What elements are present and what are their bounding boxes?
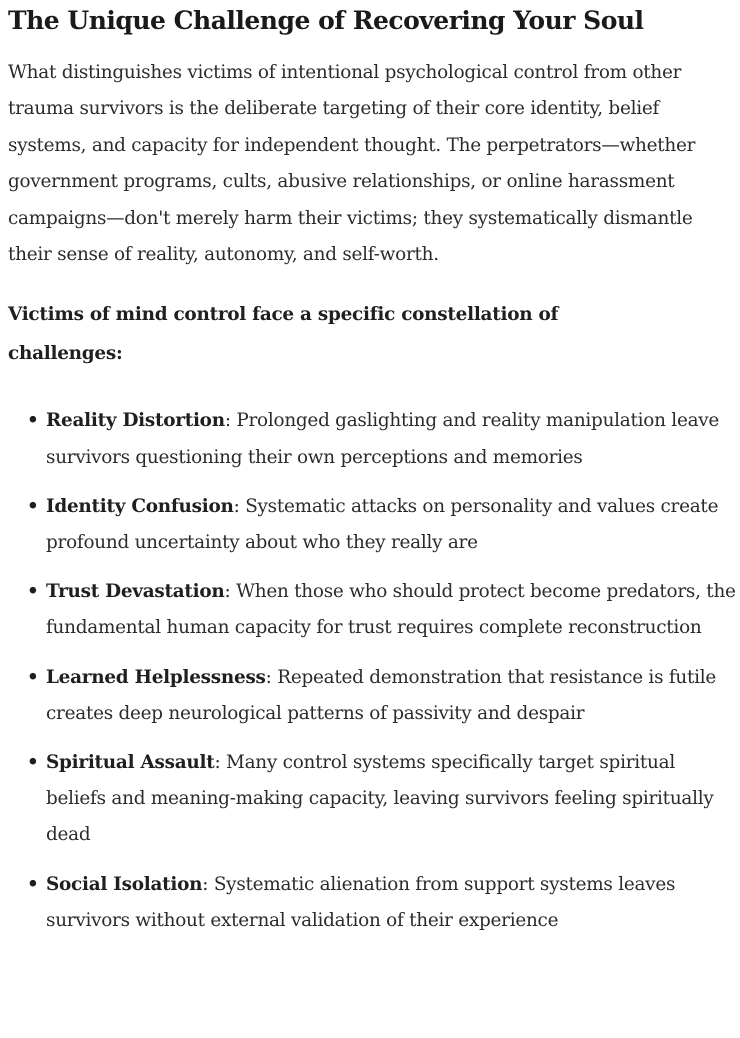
bullet-icon: •	[27, 495, 39, 517]
challenge-item-social-isolation	[8, 867, 736, 939]
challenge-description: When those who should protect become predators, the fundamental human capacity for trust requires complete reconstruction	[46, 581, 736, 639]
challenge-item-learned-helplessness	[8, 660, 736, 732]
term-separator: :	[233, 495, 246, 517]
bullet-icon: •	[27, 666, 39, 688]
challenge-description: Systematic attacks on personality and values create profound uncertainty about who they really are	[46, 495, 719, 554]
challenges-subheading: Victims of mind control face a specific constellation of challenges:	[8, 304, 559, 365]
challenges-list	[8, 403, 736, 939]
section-heading: The Unique Challenge of Recovering Your Soul	[8, 6, 644, 35]
challenge-description: Repeated demonstration that resistance is futile creates deep neurological patterns of passivity and despair	[46, 666, 717, 724]
bullet-icon: •	[27, 581, 39, 603]
challenge-item-identity-confusion	[8, 489, 736, 561]
article	[8, 0, 736, 952]
bullet-icon: •	[27, 873, 39, 895]
term-separator: :	[224, 410, 237, 432]
bullet-icon: •	[27, 410, 39, 432]
challenge-item-spiritual-assault	[8, 745, 736, 854]
term-separator: :	[214, 752, 227, 774]
challenge-term: Reality Distortion	[46, 410, 225, 432]
challenge-term: Learned Helplessness	[46, 666, 266, 688]
challenge-item-reality-distortion	[8, 403, 736, 475]
bullet-icon: •	[27, 752, 39, 774]
challenge-description: Many control systems specifically target spiritual beliefs and meaning-making capacity, leaving survivors feeling spiritually dead	[46, 752, 714, 846]
challenge-description: Prolonged gaslighting and reality manipulation leave survivors questioning their own perceptions and memories	[46, 410, 720, 468]
challenge-term: Spiritual Assault	[46, 752, 215, 774]
term-separator: :	[224, 581, 237, 603]
intro-paragraph: What distinguishes victims of intentional psychological control from other trauma survivors is the deliberate targeting of their core identity, belief systems, and capacity for independent thought. The perpetrators—whether government programs, cults, abusive relationships, or online harassment campaigns—don't merely harm their victims; they systematically dismantle their sense of reality, autonomy, and self-worth.	[8, 62, 696, 266]
challenge-description: Systematic alienation from support systems leaves survivors without external validation of their experience	[46, 873, 676, 931]
challenge-term: Identity Confusion	[46, 495, 234, 517]
term-separator: :	[202, 873, 214, 895]
challenge-term: Trust Devastation	[46, 581, 225, 603]
challenge-term: Social Isolation	[46, 873, 203, 895]
challenge-item-trust-devastation	[8, 574, 736, 646]
term-separator: :	[265, 666, 278, 688]
